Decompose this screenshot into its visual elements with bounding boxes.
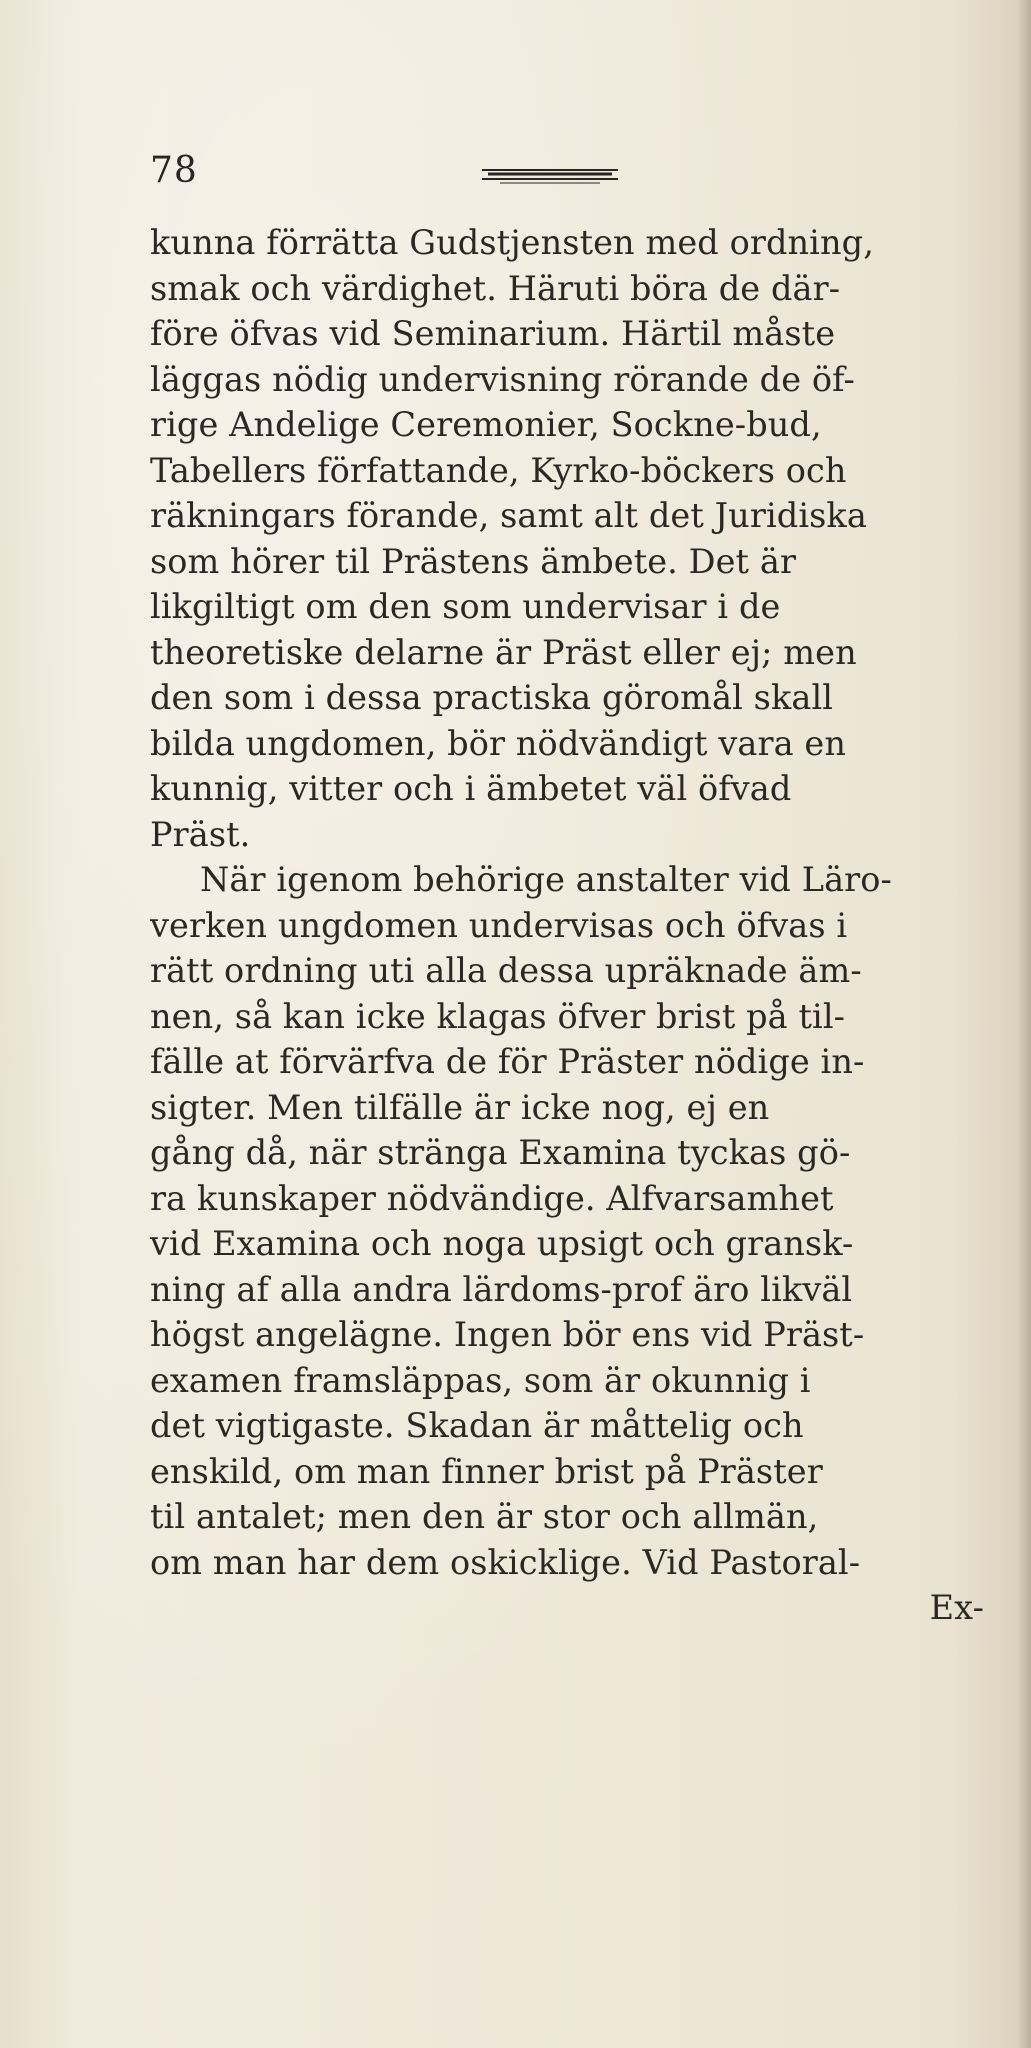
catchword: Ex- — [929, 1588, 984, 1627]
text-line: Tabellers författande, Kyrko-böckers och — [150, 450, 847, 490]
header-ornament-icon — [480, 164, 620, 186]
text-line: den som i dessa practiska göromål skall — [150, 678, 834, 717]
text-line: fälle at förvärfva de för Präster nödige in- — [150, 1042, 865, 1081]
text-line: examen framsläppas, som är okunnig i — [150, 1360, 811, 1400]
body-text — [150, 220, 1010, 1631]
text-line: ning af alla andra lärdoms-prof äro likväl — [150, 1269, 853, 1309]
text-line: sigter. Men tilfälle är icke nog, ej en — [150, 1087, 770, 1127]
text-line: enskild, om man finner brist på Präster — [150, 1451, 823, 1491]
text-line: före öfvas vid Seminarium. Härtil måste — [150, 314, 836, 353]
text-line: om man har dem oskicklige. Vid Pastoral- — [150, 1542, 861, 1582]
text-line: vid Examina och noga upsigt och gransk- — [150, 1224, 854, 1263]
text-line: verken ungdomen undervisas och öfvas i — [150, 905, 848, 945]
text-line: kunnig, vitter och i ämbetet väl öfvad — [150, 769, 792, 808]
text-line: som hörer til Prästens ämbete. Det är — [150, 541, 797, 581]
page-edge-shadow — [1017, 0, 1031, 2048]
text-line: theoretiske delarne är Präst eller ej; men — [150, 632, 857, 672]
page-header — [150, 150, 930, 210]
paragraph-start-line: När igenom behörige anstalter vid Läro- — [200, 860, 892, 899]
text-line: högst angelägne. Ingen bör ens vid Präst- — [150, 1315, 865, 1354]
text-line: rige Andelige Ceremonier, Sockne-bud, — [150, 405, 822, 444]
text-line: likgiltigt om den som undervisar i de — [150, 587, 781, 626]
text-line: rätt ordning uti alla dessa upräknade äm- — [150, 951, 862, 990]
text-line: kunna förrätta Gudstjensten med ordning, — [150, 223, 874, 262]
text-line: Präst. — [150, 814, 251, 854]
page-number: 78 — [150, 150, 198, 191]
text-line: smak och värdighet. Häruti böra de där- — [150, 268, 841, 308]
text-line: bilda ungdomen, bör nödvändigt vara en — [150, 723, 846, 763]
text-line: til antalet; men den är stor och allmän, — [150, 1497, 819, 1536]
text-line: gång då, när stränga Examina tyckas gö- — [150, 1133, 851, 1172]
text-line: nen, så kan icke klagas öfver brist på til- — [150, 996, 846, 1036]
text-line: ra kunskaper nödvändige. Alfvarsamhet — [150, 1178, 834, 1218]
text-line: läggas nödig undervisning rörande de öf- — [150, 359, 855, 399]
text-line: det vigtigaste. Skadan är måttelig och — [150, 1406, 804, 1445]
text-line: räkningars förande, samt alt det Juridiska — [150, 496, 867, 535]
